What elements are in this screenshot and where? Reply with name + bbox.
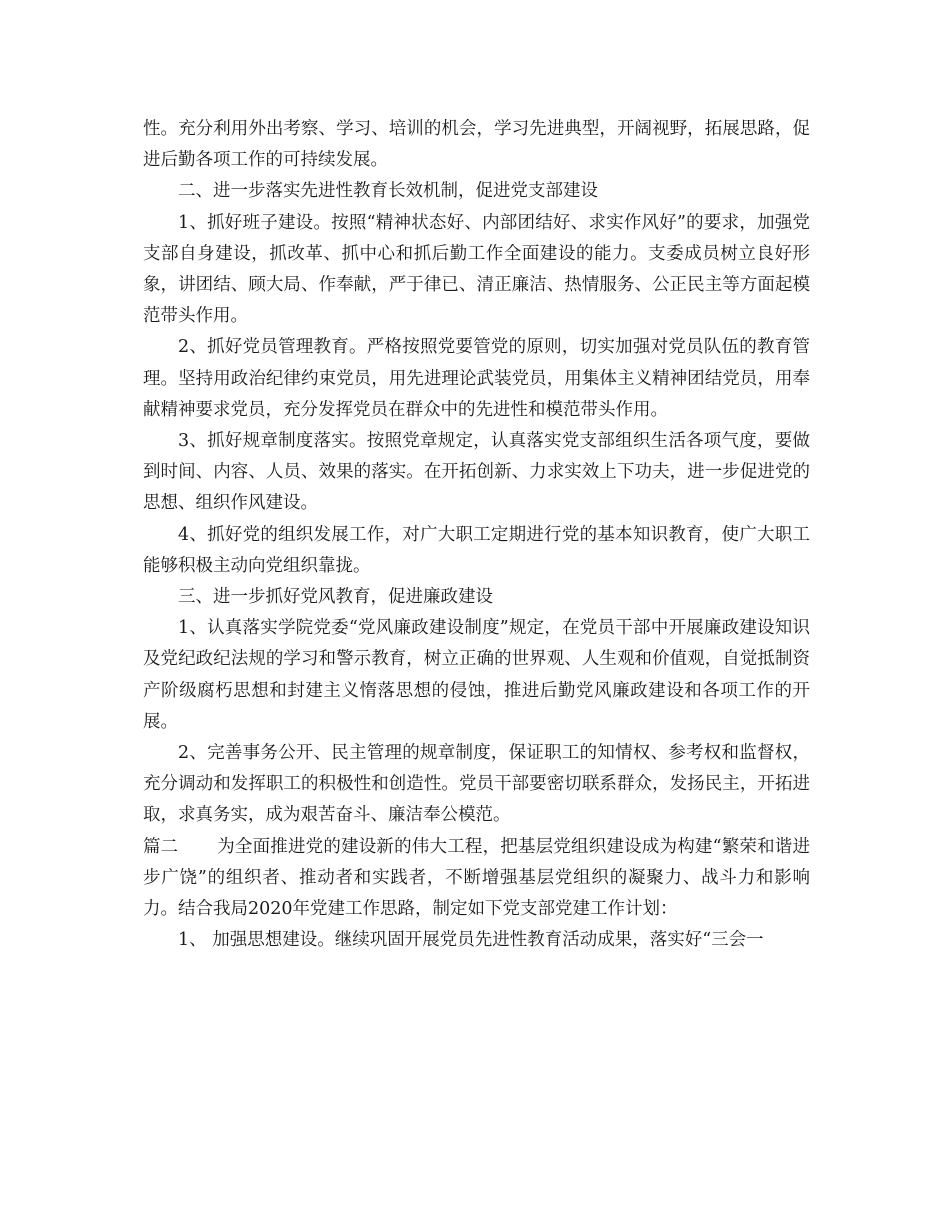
part-two-label: 篇二	[143, 836, 178, 857]
paragraph-team-building: 1、抓好班子建设。按照“精神状态好、内部团结好、求实作风好”的要求，加强党支部自身建设，抓改革、抓中心和抓后勤工作全面建设的能力。支委成员树立良好形象，讲团结、顾大局、作奉献，严于律已、清正廉洁、热情服务、公正民主等方面起模范带头作用。	[143, 212, 810, 327]
paragraph-open-affairs: 2、完善事务公开、民主管理的规章制度，保证职工的知情权、参考权和监督权，充分调动和发挥职工的积极性和创造性。党员干部要密切联系群众，发扬民主，开拓进取，求真务实，成为艰苦奋斗、廉洁奉公模范。	[143, 743, 810, 826]
section-heading-3: 三、进一步抓好党风教育，促进廉政建设	[178, 587, 493, 608]
paragraph-continuation: 性。充分利用外出考察、学习、培训的机会，学习先进典型，开阔视野，拓展思路，促进后勤各项工作的可持续发展。	[143, 119, 810, 171]
paragraph-part-two	[143, 832, 810, 926]
paragraph-integrity-system: 1、认真落实学院党委“党风廉政建设制度”规定，在党员干部中开展廉政建设知识及党纪政纪法规的学习和警示教育，树立正确的世界观、人生观和价值观，自觉抵制资产阶级腐朽思想和封建主义惰落思想的侵蚀，推进后勤党风廉政建设和各项工作的开展。	[143, 618, 810, 732]
paragraph-ideology-building: 1、 加强思想建设。继续巩固开展党员先进性教育活动成果，落实好“三会一	[178, 930, 764, 951]
section-heading-2: 二、进一步落实先进性教育长效机制，促进党支部建设	[178, 181, 598, 202]
paragraph-member-management: 2、抓好党员管理教育。严格按照党要管党的原则，切实加强对党员队伍的教育管理。坚持用政治纪律约束党员，用先进理论武装党员，用集体主义精神团结党员，用奉献精神要求党员，充分发挥党员在群众中的先进性和模范带头作用。	[143, 337, 810, 420]
paragraph-rules-implementation: 3、抓好规章制度落实。按照党章规定，认真落实党支部组织生活各项气度，要做到时间、内容、人员、效果的落实。在开拓创新、力求实效上下功夫，进一步促进党的思想、组织作风建设。	[143, 431, 810, 514]
document-page	[143, 114, 810, 956]
part-two-intro-text: 为全面推进党的建设新的伟大工程，把基层党组织建设成为构建“繁荣和谐进步广饶”的组织者、推动者和实践者，不断增强基层党组织的凝聚力、战斗力和影响力。结合我局2020年党建工作思路，制定如下党支部党建工作计划：	[143, 836, 810, 920]
paragraph-organization-development: 4、抓好党的组织发展工作，对广大职工定期进行党的基本知识教育，使广大职工能够积极主动向党组织靠拢。	[143, 524, 810, 576]
